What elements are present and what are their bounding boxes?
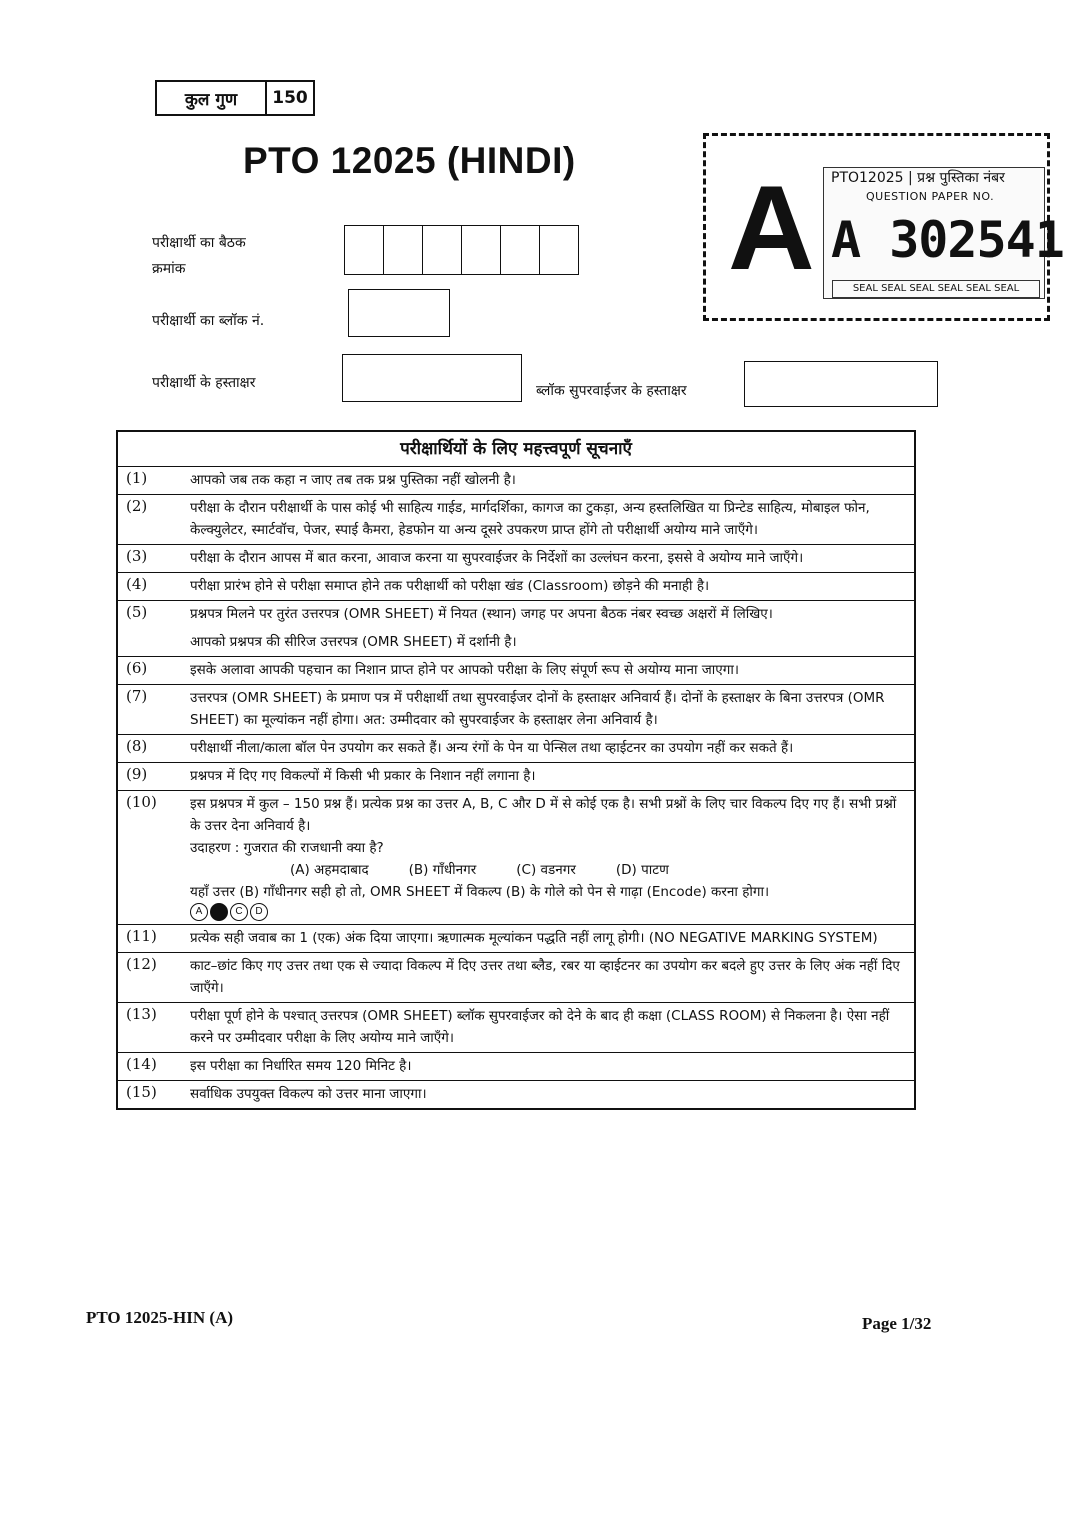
bubble-d-icon: D xyxy=(250,903,268,921)
instruction-row: (1) आपको जब तक कहा न जाए तब तक प्रश्न पुस्तिका नहीं खोलनी है। xyxy=(118,467,914,495)
instruction-row: (10) इस प्रश्नपत्र में कुल – 150 प्रश्न हैं। प्रत्येक प्रश्न का उत्तर A, B, C और D में से कोई एक है। सभी प्रश्नों के लिए चार विकल्प दिए गए हैं। सभी प्रश्नों के उत्तर देना अनिवार्य है। उदाहरण : गुजरात की राजधानी क्या है? (A) अहमदाबाद (B) गाँधीनगर (C) वडनगर (D) पाटण यहाँ उत्तर (B) गाँधीनगर सही हो तो, OMR SHEET में विकल्प (B) के गोले को पेन से गाढ़ा (Encode) करना होगा। A C D xyxy=(118,791,914,925)
instruction-row: (13) परीक्षा पूर्ण होने के पश्चात् उत्तरपत्र (OMR SHEET) ब्लॉक सुपरवाईजर को देने के बाद ही कक्षा (CLASS ROOM) से निकलना है। ऐसा नहीं करने पर उम्मीदवार परीक्षा के लिए अयोग्य माने जाएँगे। xyxy=(118,1003,914,1053)
seat-number-boxes[interactable] xyxy=(344,225,579,275)
question-paper-number: A 302541 xyxy=(831,211,1064,269)
example-question: उदाहरण : गुजरात की राजधानी क्या है? xyxy=(190,840,384,856)
instruction-row: (14) इस परीक्षा का निर्धारित समय 120 मिनिट है। xyxy=(118,1053,914,1081)
example-note: यहाँ उत्तर (B) गाँधीनगर सही हो तो, OMR SHEET में विकल्प (B) के गोले को पेन से गाढ़ा (Encode) करना होगा। xyxy=(190,884,770,900)
page-number: Page 1/32 xyxy=(862,1314,932,1333)
instruction-row: (7) उत्तरपत्र (OMR SHEET) के प्रमाण पत्र में परीक्षार्थी तथा सुपरवाईजर दोनों के हस्ताक्षर अनिवार्य हैं। दोनों के हस्ताक्षर के बिना उत्तरपत्र (OMR SHEET) का मूल्यांकन नहीं होगा। अत: उम्मीदवार को सुपरवाईजर के हस्ताक्षर लेना अनिवार्य है। xyxy=(118,685,914,735)
instruction-row: (3) परीक्षा के दौरान आपस में बात करना, आवाज करना या सुपरवाईजर के निर्देशों का उल्लंघन करना, इससे वे अयोग्य माने जाएँगे। xyxy=(118,545,914,573)
seat-number-label: परीक्षार्थी का बैठक क्रमांक xyxy=(152,235,246,277)
seal-strip: SEAL SEAL SEAL SEAL SEAL SEAL xyxy=(832,280,1040,298)
paper-title: PTO 12025 (HINDI) xyxy=(243,140,576,181)
bubble-a-icon: A xyxy=(190,903,208,921)
paper-code-line: PTO12025 | प्रश्न पुस्तिका नंबर xyxy=(831,170,1005,186)
omr-bubble-example xyxy=(190,903,902,921)
question-paper-label: QUESTION PAPER NO. xyxy=(866,190,995,203)
instructions-table xyxy=(116,430,916,1110)
instruction-row: (11) प्रत्येक सही जवाब का 1 (एक) अंक दिया जाएगा। ऋणात्मक मूल्यांकन पद्धति नहीं लागू होगी। (NO NEGATIVE MARKING SYSTEM) xyxy=(118,925,914,953)
total-marks-value: 150 xyxy=(272,88,308,108)
example-options: (A) अहमदाबाद (B) गाँधीनगर (C) वडनगर (D) पाटण xyxy=(290,862,669,878)
bubble-c-icon: C xyxy=(230,903,248,921)
instructions-heading: परीक्षार्थियों के लिए महत्त्वपूर्ण सूचनाएँ xyxy=(118,432,914,467)
instruction-row: (6) इसके अलावा आपकी पहचान का निशान प्राप्त होने पर आपको परीक्षा के लिए संपूर्ण रूप से अयोग्य माना जाएगा। xyxy=(118,657,914,685)
instruction-row: (2) परीक्षा के दौरान परीक्षार्थी के पास कोई भी साहित्य गाईड, मार्गदर्शिका, कागज का टुकड़ा, अन्य हस्तलिखित या प्रिन्टेड साहित्य, मोबाइल फोन, केल्क्युलेटर, स्मार्टवॉच, पेजर, स्पाई कैमरा, हेडफोन या अन्य दूसरे उपकरण प्राप्त होंगे तो परीक्षार्थी अयोग्य माने जाएँगे। xyxy=(118,495,914,545)
total-marks-label: कुल गुण xyxy=(157,82,267,114)
bubble-b-filled-icon xyxy=(210,903,228,921)
instruction-row: (5) प्रश्नपत्र मिलने पर तुरंत उत्तरपत्र (OMR SHEET) में नियत (स्थान) जगह पर अपना बैठक नंबर स्वच्छ अक्षरों में लिखिए। आपको प्रश्नपत्र की सीरिज उत्तरपत्र (OMR SHEET) में दर्शानी है। xyxy=(118,601,914,657)
instruction-row: (12) काट–छांट किए गए उत्तर तथा एक से ज्यादा विकल्प में दिए उत्तर तथा ब्लैड, रबर या व्हाईटनर का उपयोग कर बदले हुए उत्तर के लिए अंक नहीं दिए जाएँगे। xyxy=(118,953,914,1003)
supervisor-signature-label: ब्लॉक सुपरवाईजर के हस्ताक्षर xyxy=(536,383,687,399)
instruction-row: (9) प्रश्नपत्र में दिए गए विकल्पों में किसी भी प्रकार के निशान नहीं लगाना है। xyxy=(118,763,914,791)
instruction-row: (8) परीक्षार्थी नीला/काला बॉल पेन उपयोग कर सकते हैं। अन्य रंगों के पेन या पेन्सिल तथा व्हाईटनर का उपयोग नहीं कर सकते हैं। xyxy=(118,735,914,763)
block-number-box[interactable] xyxy=(348,289,450,337)
candidate-signature-box[interactable] xyxy=(342,354,522,402)
footer-paper-code: PTO 12025-HIN (A) xyxy=(86,1308,234,1327)
instruction-row: (4) परीक्षा प्रारंभ होने से परीक्षा समाप्त होने तक परीक्षार्थी को परीक्षा खंड (Classroom) छोड़ने की मनाही है। xyxy=(118,573,914,601)
instruction-row: (15) सर्वाधिक उपयुक्त विकल्प को उत्तर माना जाएगा। xyxy=(126,1083,427,1102)
supervisor-signature-box[interactable] xyxy=(744,361,938,407)
candidate-signature-label: परीक्षार्थी के हस्ताक्षर xyxy=(152,375,256,391)
block-number-label: परीक्षार्थी का ब्लॉक नं. xyxy=(152,313,265,329)
total-marks-box xyxy=(155,80,315,116)
set-letter: A xyxy=(728,161,815,295)
